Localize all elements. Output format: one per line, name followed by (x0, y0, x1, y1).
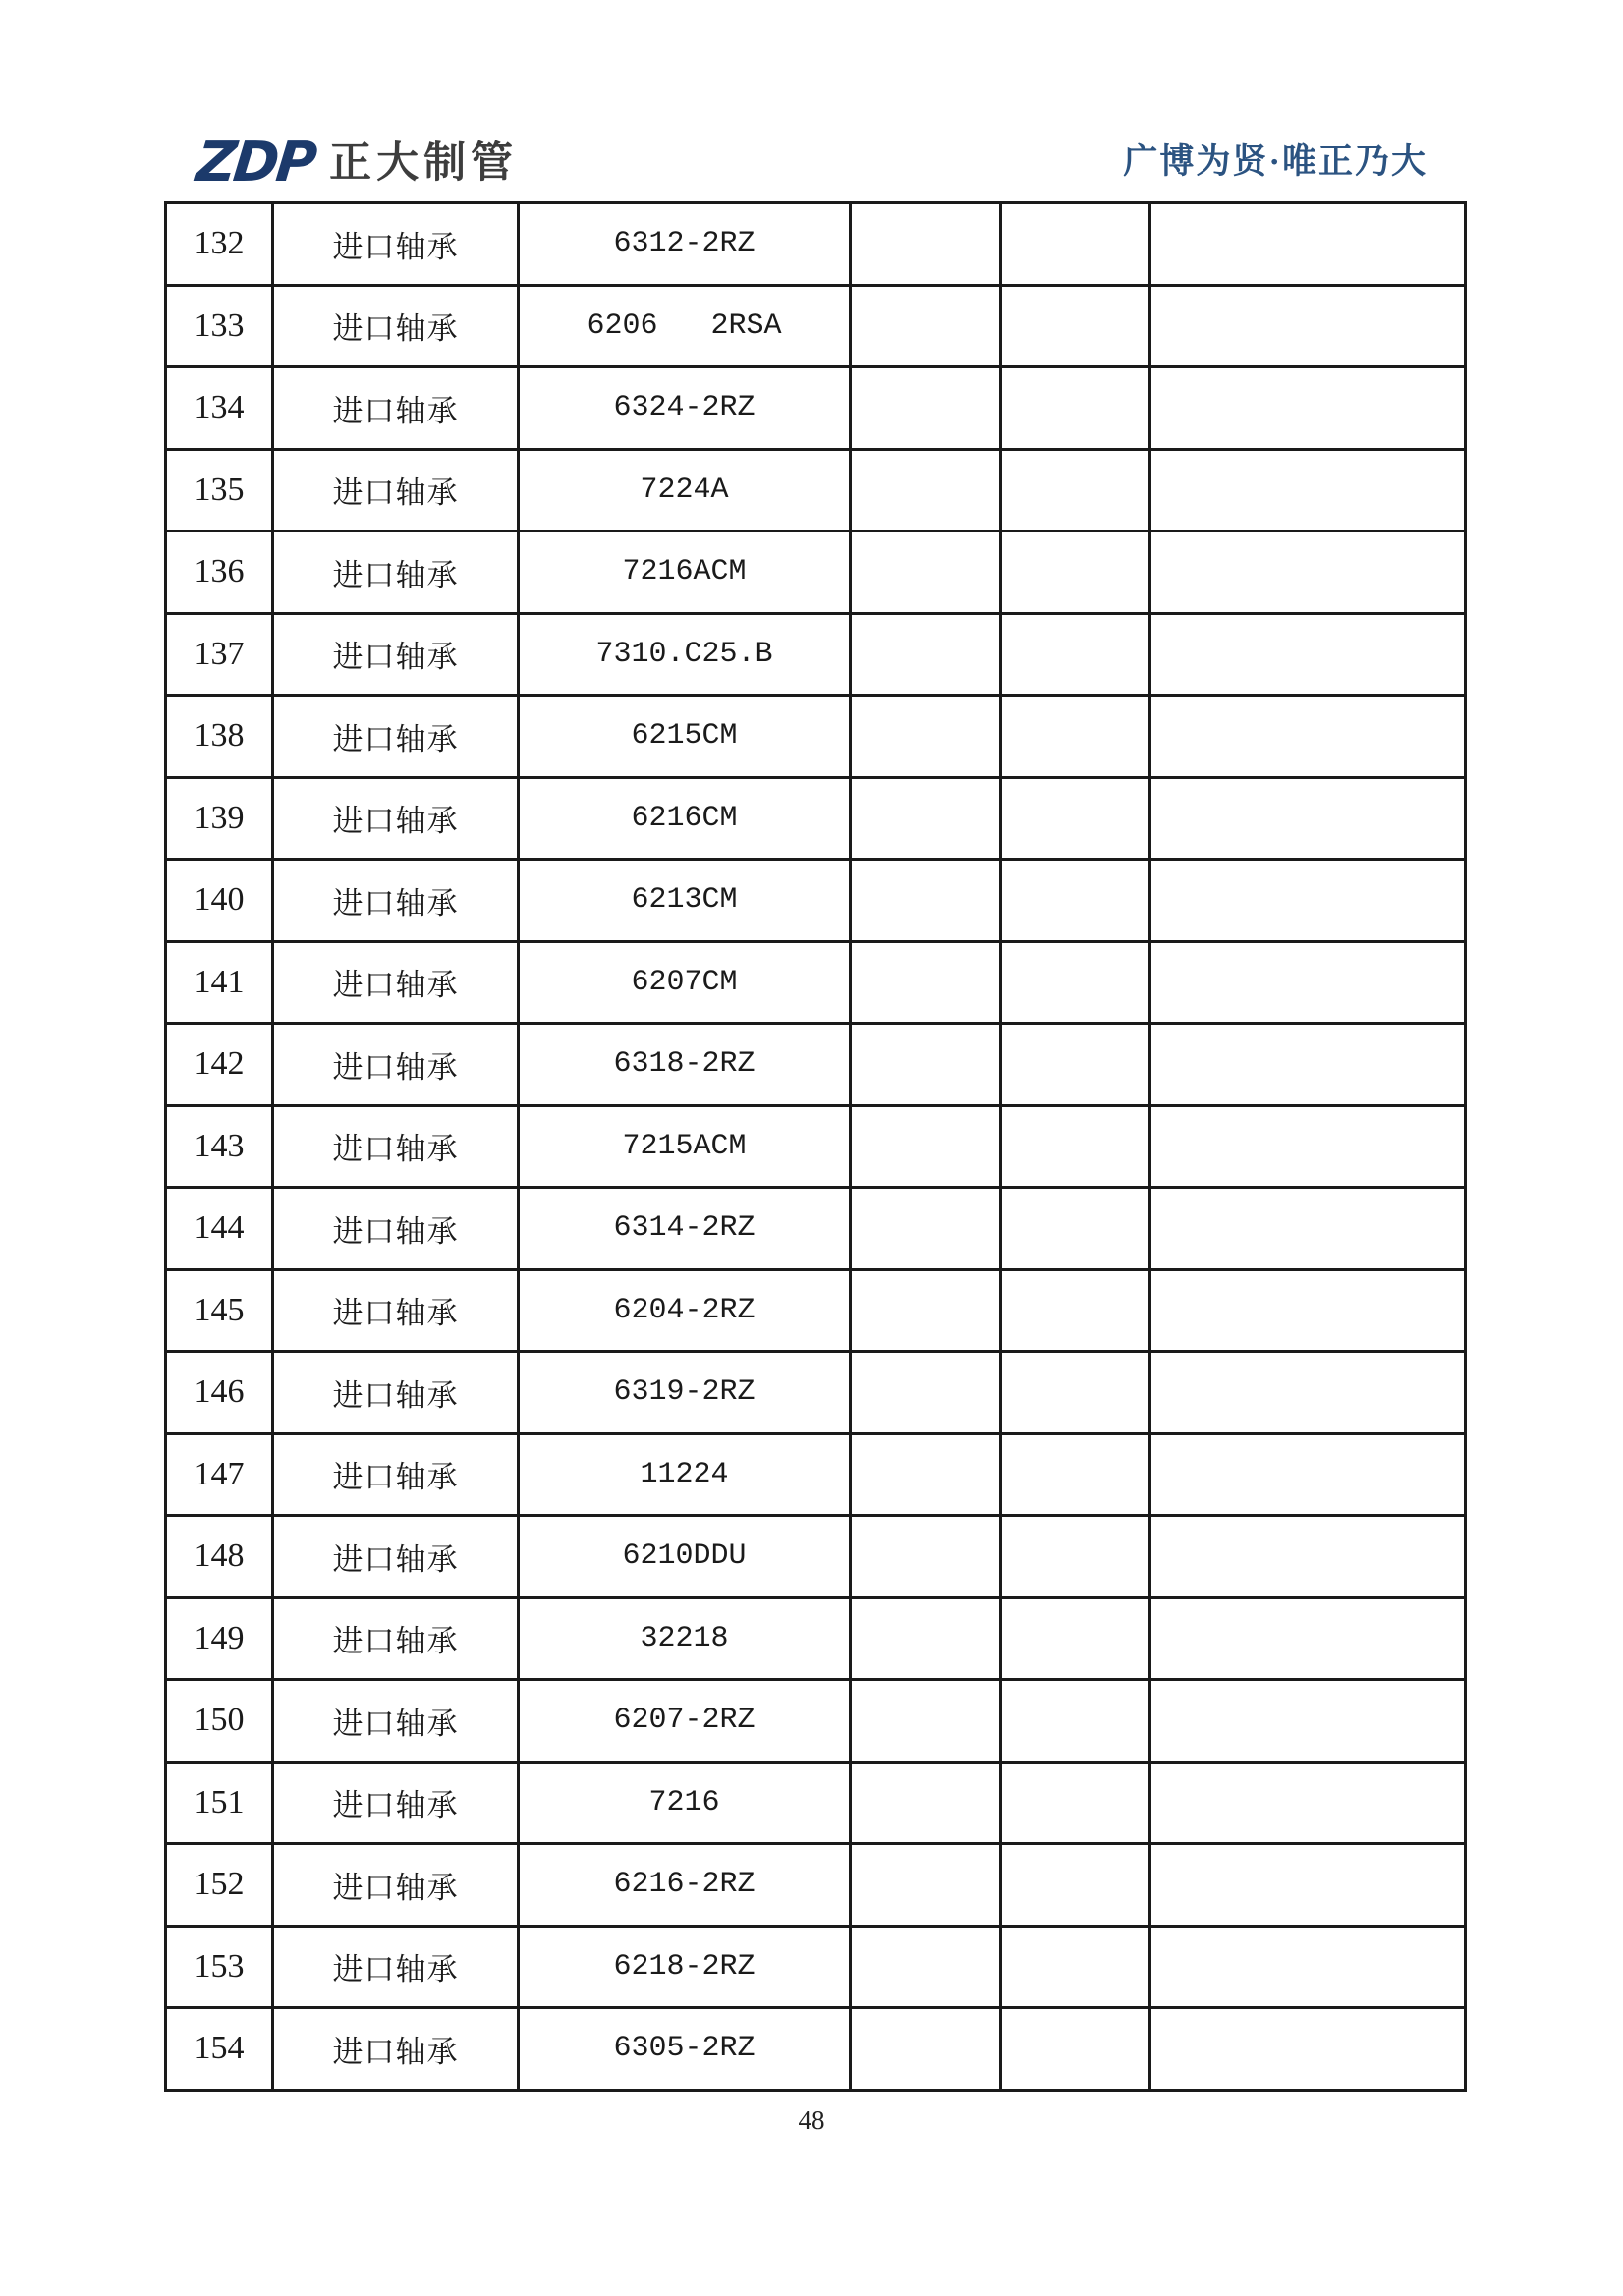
empty-cell (1001, 1433, 1150, 1516)
table-row (166, 1269, 1466, 1352)
item-name: 进口轴承 (273, 1105, 519, 1188)
empty-cell (851, 1024, 1001, 1106)
item-name: 进口轴承 (273, 1762, 519, 1844)
item-name: 进口轴承 (273, 203, 519, 286)
table-row (166, 1105, 1466, 1188)
empty-cell (851, 1352, 1001, 1434)
empty-cell (1150, 1762, 1466, 1844)
item-model: 6213CM (519, 860, 851, 942)
empty-cell (1001, 1105, 1150, 1188)
empty-cell (1150, 1433, 1466, 1516)
empty-cell (1001, 449, 1150, 532)
item-name: 进口轴承 (273, 1433, 519, 1516)
item-model: 6207-2RZ (519, 1680, 851, 1763)
empty-cell (1001, 285, 1150, 367)
row-number: 148 (166, 1516, 273, 1598)
row-number: 134 (166, 367, 273, 450)
item-model: 6318-2RZ (519, 1024, 851, 1106)
item-name: 进口轴承 (273, 613, 519, 696)
empty-cell (1001, 1680, 1150, 1763)
item-name: 进口轴承 (273, 2008, 519, 2091)
row-number: 141 (166, 941, 273, 1024)
page-number: 48 (798, 2105, 825, 2135)
item-model: 6215CM (519, 696, 851, 778)
table-row (166, 367, 1466, 450)
item-name: 进口轴承 (273, 860, 519, 942)
empty-cell (851, 532, 1001, 614)
table-body (166, 203, 1466, 2091)
empty-cell (1001, 613, 1150, 696)
empty-cell (1001, 1597, 1150, 1680)
item-name: 进口轴承 (273, 1024, 519, 1106)
empty-cell (851, 1269, 1001, 1352)
row-number: 135 (166, 449, 273, 532)
item-name: 进口轴承 (273, 532, 519, 614)
empty-cell (1001, 696, 1150, 778)
empty-cell (1001, 1024, 1150, 1106)
empty-cell (1150, 941, 1466, 1024)
row-number: 150 (166, 1680, 273, 1763)
row-number: 145 (166, 1269, 273, 1352)
empty-cell (851, 1844, 1001, 1927)
row-number: 139 (166, 777, 273, 860)
table-row (166, 532, 1466, 614)
empty-cell (1150, 1269, 1466, 1352)
empty-cell (851, 1433, 1001, 1516)
empty-cell (1150, 1926, 1466, 2008)
item-name: 进口轴承 (273, 1269, 519, 1352)
table-row (166, 203, 1466, 286)
item-name: 进口轴承 (273, 1597, 519, 1680)
empty-cell (1150, 532, 1466, 614)
empty-cell (851, 1105, 1001, 1188)
empty-cell (1001, 1188, 1150, 1270)
empty-cell (1001, 1844, 1150, 1927)
item-model: 6210DDU (519, 1516, 851, 1598)
item-model: 6206 2RSA (519, 285, 851, 367)
item-model: 7216ACM (519, 532, 851, 614)
empty-cell (851, 203, 1001, 286)
row-number: 147 (166, 1433, 273, 1516)
empty-cell (851, 449, 1001, 532)
table-row (166, 1516, 1466, 1598)
table-row (166, 1844, 1466, 1927)
table-row (166, 1024, 1466, 1106)
table-row (166, 2008, 1466, 2091)
empty-cell (1001, 367, 1150, 450)
row-number: 140 (166, 860, 273, 942)
empty-cell (1150, 1680, 1466, 1763)
row-number: 154 (166, 2008, 273, 2091)
empty-cell (851, 1762, 1001, 1844)
item-model: 7215ACM (519, 1105, 851, 1188)
empty-cell (1001, 1516, 1150, 1598)
table-row (166, 941, 1466, 1024)
table-row (166, 1680, 1466, 1763)
item-name: 进口轴承 (273, 285, 519, 367)
empty-cell (1150, 367, 1466, 450)
logo-company-name: 正大制管 (329, 139, 519, 187)
item-name: 进口轴承 (273, 367, 519, 450)
item-model: 6207CM (519, 941, 851, 1024)
empty-cell (1001, 2008, 1150, 2091)
empty-cell (1001, 860, 1150, 942)
empty-cell (851, 2008, 1001, 2091)
empty-cell (851, 1188, 1001, 1270)
empty-cell (1150, 449, 1466, 532)
company-logo (193, 131, 519, 195)
empty-cell (1001, 203, 1150, 286)
row-number: 132 (166, 203, 273, 286)
logo-zdp-mark: ZDP (193, 131, 317, 195)
row-number: 146 (166, 1352, 273, 1434)
table-row (166, 1762, 1466, 1844)
item-model: 6305-2RZ (519, 2008, 851, 2091)
row-number: 143 (166, 1105, 273, 1188)
table-row (166, 449, 1466, 532)
item-model: 6324-2RZ (519, 367, 851, 450)
empty-cell (1001, 532, 1150, 614)
empty-cell (1150, 1352, 1466, 1434)
item-name: 进口轴承 (273, 449, 519, 532)
empty-cell (851, 696, 1001, 778)
empty-cell (851, 860, 1001, 942)
table-row (166, 696, 1466, 778)
item-model: 6319-2RZ (519, 1352, 851, 1434)
row-number: 151 (166, 1762, 273, 1844)
empty-cell (851, 777, 1001, 860)
empty-cell (851, 1597, 1001, 1680)
item-name: 进口轴承 (273, 1926, 519, 2008)
empty-cell (1150, 1516, 1466, 1598)
item-model: 6216CM (519, 777, 851, 860)
table-row (166, 860, 1466, 942)
item-name: 进口轴承 (273, 777, 519, 860)
empty-cell (851, 1680, 1001, 1763)
table-row (166, 1597, 1466, 1680)
empty-cell (1001, 1926, 1150, 2008)
table-row (166, 613, 1466, 696)
row-number: 142 (166, 1024, 273, 1106)
item-name: 进口轴承 (273, 1352, 519, 1434)
empty-cell (1150, 860, 1466, 942)
row-number: 152 (166, 1844, 273, 1927)
item-model: 6204-2RZ (519, 1269, 851, 1352)
empty-cell (1150, 696, 1466, 778)
empty-cell (851, 367, 1001, 450)
row-number: 138 (166, 696, 273, 778)
empty-cell (1150, 1597, 1466, 1680)
empty-cell (1001, 941, 1150, 1024)
empty-cell (1001, 1762, 1150, 1844)
empty-cell (851, 613, 1001, 696)
item-model: 7310.C25.B (519, 613, 851, 696)
empty-cell (851, 941, 1001, 1024)
empty-cell (1150, 1105, 1466, 1188)
empty-cell (1001, 1352, 1150, 1434)
item-name: 进口轴承 (273, 1188, 519, 1270)
empty-cell (1150, 285, 1466, 367)
row-number: 153 (166, 1926, 273, 2008)
row-number: 133 (166, 285, 273, 367)
row-number: 137 (166, 613, 273, 696)
empty-cell (1150, 2008, 1466, 2091)
item-model: 6216-2RZ (519, 1844, 851, 1927)
table-row (166, 777, 1466, 860)
empty-cell (1150, 203, 1466, 286)
row-number: 136 (166, 532, 273, 614)
company-slogan: 广博为贤·唯正乃大 (1123, 142, 1427, 181)
item-model: 6312-2RZ (519, 203, 851, 286)
empty-cell (1150, 613, 1466, 696)
item-model: 7216 (519, 1762, 851, 1844)
table-row (166, 1352, 1466, 1434)
table-row (166, 285, 1466, 367)
item-model: 6314-2RZ (519, 1188, 851, 1270)
empty-cell (1001, 1269, 1150, 1352)
empty-cell (851, 1516, 1001, 1598)
item-name: 进口轴承 (273, 1516, 519, 1598)
empty-cell (1150, 777, 1466, 860)
row-number: 144 (166, 1188, 273, 1270)
empty-cell (1001, 777, 1150, 860)
item-model: 6218-2RZ (519, 1926, 851, 2008)
item-name: 进口轴承 (273, 1844, 519, 1927)
empty-cell (851, 285, 1001, 367)
item-model: 11224 (519, 1433, 851, 1516)
table-row (166, 1926, 1466, 2008)
empty-cell (851, 1926, 1001, 2008)
row-number: 149 (166, 1597, 273, 1680)
item-model: 7224A (519, 449, 851, 532)
table-row (166, 1433, 1466, 1516)
item-name: 进口轴承 (273, 696, 519, 778)
bearing-parts-table (164, 201, 1467, 2092)
table-row (166, 1188, 1466, 1270)
item-name: 进口轴承 (273, 1680, 519, 1763)
empty-cell (1150, 1844, 1466, 1927)
empty-cell (1150, 1188, 1466, 1270)
empty-cell (1150, 1024, 1466, 1106)
item-model: 32218 (519, 1597, 851, 1680)
item-name: 进口轴承 (273, 941, 519, 1024)
